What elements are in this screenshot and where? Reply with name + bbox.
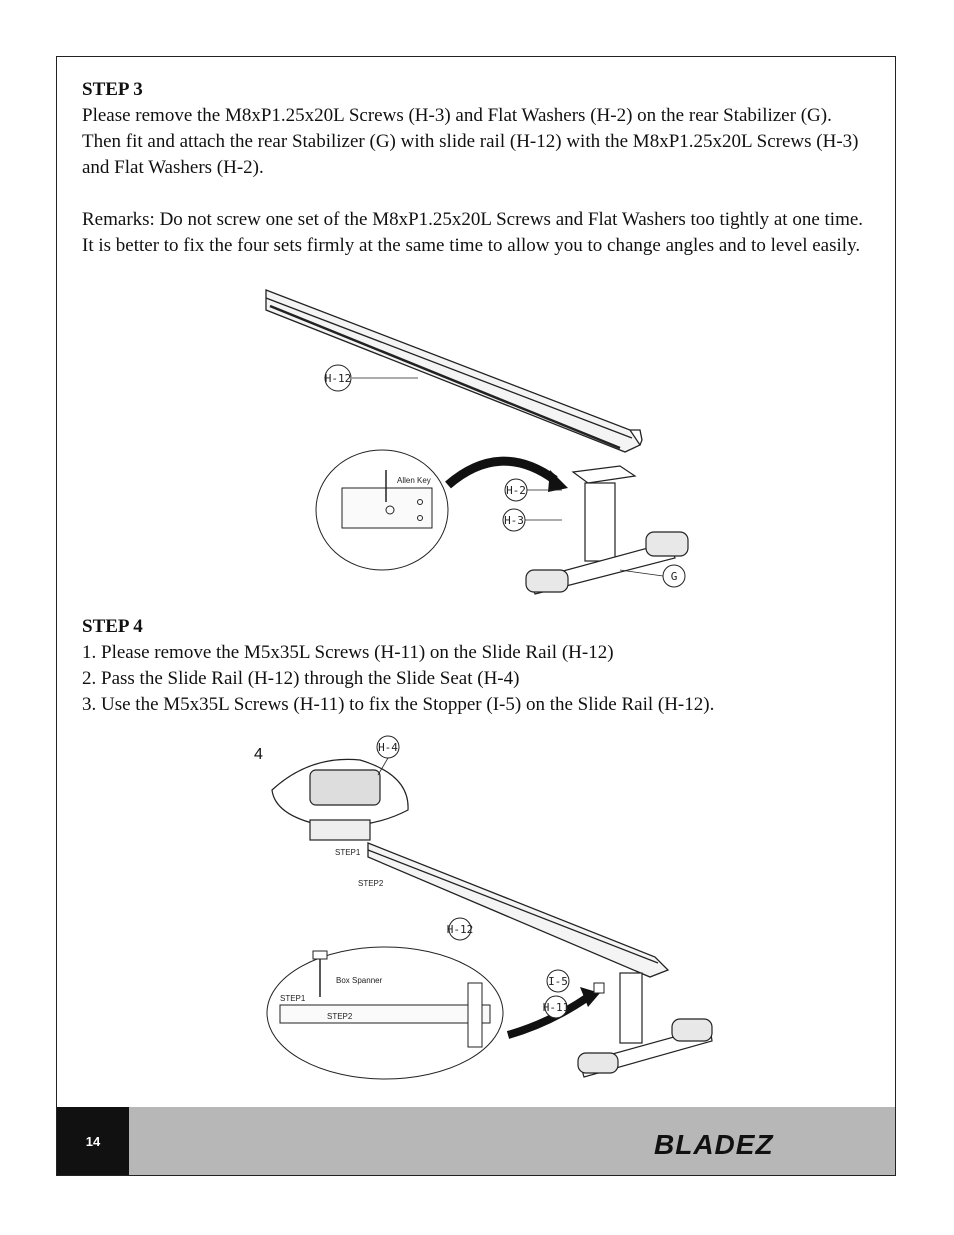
assembly-arrow — [448, 461, 555, 485]
step1-label: STEP1 — [335, 848, 361, 857]
allen-key-label: Allen Key — [397, 476, 431, 485]
slide-seat-drawing — [272, 759, 408, 840]
figure-number: 4 — [254, 746, 263, 763]
allen-key-detail — [316, 450, 448, 570]
step3-section — [82, 77, 872, 259]
step3-remarks: Remarks: Do not screw one set of the M8xP1.25x20L Screws and Flat Washers too tightly at one time. It is better to fix the four sets firmly at the same time to allow you to change angles and to level easily. — [82, 209, 864, 256]
page-number: 14 — [57, 1107, 129, 1175]
step3-title: STEP 3 — [82, 79, 143, 100]
brand-logo-text: BLADEZ — [654, 1129, 774, 1160]
step4-item-1: 1. Please remove the M5x35L Screws (H-11) on the Slide Rail (H-12) — [82, 642, 614, 663]
label-h3: H-3 — [504, 514, 524, 527]
label-h12: H-12 — [324, 372, 352, 385]
step4-item-2: 2. Pass the Slide Rail (H-12) through the Slide Seat (H-4) — [82, 668, 520, 689]
step4-item-3: 3. Use the M5x35L Screws (H-11) to fix the Stopper (I-5) on the Slide Rail (H-12). — [82, 694, 715, 715]
step3-body: Please remove the M8xP1.25x20L Screws (H-3) and Flat Washers (H-2) on the rear Stabilizer (G). Then fit and attach the rear Stabilizer (G) with slide rail (H-12) with the M8xP1.25x20L Screws (H-3) and Flat Washers (H-2). — [82, 105, 859, 178]
label-h4: H-4 — [378, 741, 398, 754]
step2-label: STEP2 — [358, 879, 384, 888]
box-spanner-label: Box Spanner — [336, 976, 383, 985]
step1-detail-label: STEP1 — [280, 994, 306, 1003]
step4-illustration — [250, 735, 720, 1080]
box-spanner-detail — [267, 947, 503, 1079]
label-h2: H-2 — [506, 484, 526, 497]
label-h12-b: H-12 — [446, 923, 474, 936]
label-g: G — [670, 570, 678, 583]
brand-logo — [652, 1124, 832, 1160]
step2-detail-label: STEP2 — [327, 1012, 353, 1021]
label-h11: H-11 — [542, 1001, 570, 1014]
label-i5: I-5 — [548, 975, 568, 988]
step3-illustration — [324, 280, 700, 600]
step4-title: STEP 4 — [82, 616, 143, 637]
step4-section — [82, 614, 872, 718]
